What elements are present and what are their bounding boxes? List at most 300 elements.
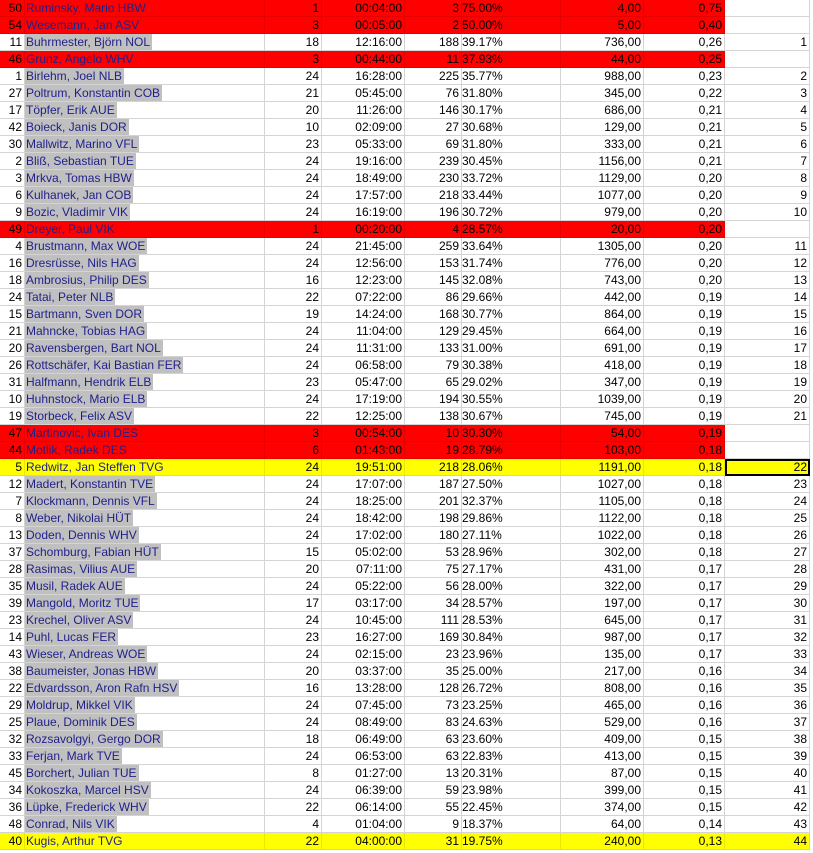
cell-ratio[interactable]: 0,13 bbox=[644, 833, 725, 850]
cell-percentage[interactable]: 30.67% bbox=[462, 408, 561, 425]
cell-games[interactable]: 24 bbox=[265, 697, 322, 714]
cell-player-number[interactable]: 1 bbox=[0, 68, 25, 85]
cell-count[interactable]: 129 bbox=[405, 323, 462, 340]
cell-player-number[interactable]: 19 bbox=[0, 408, 25, 425]
cell-percentage[interactable]: 33.64% bbox=[462, 238, 561, 255]
cell-ratio[interactable]: 0,16 bbox=[644, 697, 725, 714]
table-row[interactable] bbox=[0, 306, 813, 323]
cell-playing-time[interactable]: 11:04:00 bbox=[322, 323, 405, 340]
cell-ratio[interactable]: 0,18 bbox=[644, 459, 725, 476]
cell-ratio[interactable]: 0,19 bbox=[644, 391, 725, 408]
cell-rank[interactable]: 31 bbox=[725, 612, 810, 629]
cell-total[interactable]: 347,00 bbox=[561, 374, 644, 391]
table-row[interactable] bbox=[0, 323, 813, 340]
cell-percentage[interactable]: 23.96% bbox=[462, 646, 561, 663]
cell-count[interactable]: 169 bbox=[405, 629, 462, 646]
cell-player-number[interactable]: 26 bbox=[0, 357, 25, 374]
cell-rank[interactable]: 40 bbox=[725, 765, 810, 782]
cell-percentage[interactable]: 23.60% bbox=[462, 731, 561, 748]
cell-rank[interactable] bbox=[725, 425, 810, 442]
cell-games[interactable]: 4 bbox=[265, 816, 322, 833]
cell-count[interactable]: 146 bbox=[405, 102, 462, 119]
cell-player-name[interactable] bbox=[25, 663, 265, 680]
cell-ratio[interactable]: 0,21 bbox=[644, 153, 725, 170]
cell-player-number[interactable]: 46 bbox=[0, 51, 25, 68]
cell-total[interactable]: 979,00 bbox=[561, 204, 644, 221]
cell-total[interactable]: 87,00 bbox=[561, 765, 644, 782]
cell-percentage[interactable]: 39.17% bbox=[462, 34, 561, 51]
cell-player-name[interactable] bbox=[25, 374, 265, 391]
cell-rank[interactable]: 5 bbox=[725, 119, 810, 136]
cell-rank[interactable]: 44 bbox=[725, 833, 810, 850]
cell-total[interactable]: 1129,00 bbox=[561, 170, 644, 187]
cell-player-name[interactable] bbox=[25, 391, 265, 408]
cell-player-number[interactable]: 37 bbox=[0, 544, 25, 561]
cell-count[interactable]: 198 bbox=[405, 510, 462, 527]
cell-percentage[interactable]: 32.37% bbox=[462, 493, 561, 510]
cell-ratio[interactable]: 0,17 bbox=[644, 561, 725, 578]
cell-player-number[interactable]: 23 bbox=[0, 612, 25, 629]
cell-ratio[interactable]: 0,17 bbox=[644, 595, 725, 612]
table-row[interactable] bbox=[0, 510, 813, 527]
cell-rank[interactable]: 10 bbox=[725, 204, 810, 221]
cell-count[interactable]: 53 bbox=[405, 544, 462, 561]
cell-rank[interactable]: 2 bbox=[725, 68, 810, 85]
cell-games[interactable]: 24 bbox=[265, 714, 322, 731]
cell-games[interactable]: 24 bbox=[265, 340, 322, 357]
table-row[interactable] bbox=[0, 51, 813, 68]
cell-total[interactable]: 4,00 bbox=[561, 0, 644, 17]
cell-ratio[interactable]: 0,19 bbox=[644, 374, 725, 391]
cell-total[interactable]: 776,00 bbox=[561, 255, 644, 272]
cell-total[interactable]: 988,00 bbox=[561, 68, 644, 85]
cell-ratio[interactable]: 0,23 bbox=[644, 68, 725, 85]
cell-total[interactable]: 808,00 bbox=[561, 680, 644, 697]
cell-total[interactable]: 103,00 bbox=[561, 442, 644, 459]
cell-playing-time[interactable]: 07:11:00 bbox=[322, 561, 405, 578]
cell-games[interactable]: 19 bbox=[265, 306, 322, 323]
cell-rank[interactable]: 43 bbox=[725, 816, 810, 833]
cell-player-name[interactable] bbox=[25, 425, 265, 442]
cell-percentage[interactable]: 28.00% bbox=[462, 578, 561, 595]
cell-rank[interactable]: 22 bbox=[725, 459, 810, 476]
cell-games[interactable]: 24 bbox=[265, 782, 322, 799]
cell-playing-time[interactable]: 05:45:00 bbox=[322, 85, 405, 102]
cell-rank[interactable] bbox=[725, 0, 810, 17]
cell-playing-time[interactable]: 18:42:00 bbox=[322, 510, 405, 527]
cell-playing-time[interactable]: 10:45:00 bbox=[322, 612, 405, 629]
cell-count[interactable]: 188 bbox=[405, 34, 462, 51]
cell-player-number[interactable]: 48 bbox=[0, 816, 25, 833]
cell-playing-time[interactable]: 06:49:00 bbox=[322, 731, 405, 748]
cell-playing-time[interactable]: 01:04:00 bbox=[322, 816, 405, 833]
cell-player-number[interactable]: 6 bbox=[0, 187, 25, 204]
cell-percentage[interactable]: 27.11% bbox=[462, 527, 561, 544]
cell-player-name[interactable] bbox=[25, 612, 265, 629]
cell-player-number[interactable]: 16 bbox=[0, 255, 25, 272]
table-row[interactable] bbox=[0, 493, 813, 510]
cell-rank[interactable]: 4 bbox=[725, 102, 810, 119]
cell-total[interactable]: 691,00 bbox=[561, 340, 644, 357]
cell-total[interactable]: 135,00 bbox=[561, 646, 644, 663]
cell-rank[interactable]: 15 bbox=[725, 306, 810, 323]
cell-ratio[interactable]: 0,18 bbox=[644, 493, 725, 510]
cell-percentage[interactable]: 29.02% bbox=[462, 374, 561, 391]
cell-player-name[interactable] bbox=[25, 629, 265, 646]
cell-player-name[interactable] bbox=[25, 0, 265, 17]
cell-games[interactable]: 3 bbox=[265, 17, 322, 34]
cell-percentage[interactable]: 23.25% bbox=[462, 697, 561, 714]
cell-ratio[interactable]: 0,18 bbox=[644, 544, 725, 561]
cell-player-number[interactable]: 45 bbox=[0, 765, 25, 782]
cell-count[interactable]: 63 bbox=[405, 748, 462, 765]
cell-playing-time[interactable]: 14:24:00 bbox=[322, 306, 405, 323]
cell-player-number[interactable]: 31 bbox=[0, 374, 25, 391]
cell-percentage[interactable]: 30.17% bbox=[462, 102, 561, 119]
cell-total[interactable]: 736,00 bbox=[561, 34, 644, 51]
cell-percentage[interactable]: 30.84% bbox=[462, 629, 561, 646]
cell-ratio[interactable]: 0,16 bbox=[644, 680, 725, 697]
cell-total[interactable]: 20,00 bbox=[561, 221, 644, 238]
cell-games[interactable]: 6 bbox=[265, 442, 322, 459]
cell-ratio[interactable]: 0,15 bbox=[644, 748, 725, 765]
cell-playing-time[interactable]: 05:02:00 bbox=[322, 544, 405, 561]
cell-games[interactable]: 24 bbox=[265, 323, 322, 340]
cell-player-number[interactable]: 8 bbox=[0, 510, 25, 527]
cell-rank[interactable]: 41 bbox=[725, 782, 810, 799]
cell-rank[interactable]: 38 bbox=[725, 731, 810, 748]
cell-games[interactable]: 22 bbox=[265, 289, 322, 306]
table-row[interactable] bbox=[0, 799, 813, 816]
cell-rank[interactable]: 19 bbox=[725, 374, 810, 391]
cell-games[interactable]: 24 bbox=[265, 493, 322, 510]
cell-count[interactable]: 27 bbox=[405, 119, 462, 136]
cell-playing-time[interactable]: 07:22:00 bbox=[322, 289, 405, 306]
cell-count[interactable]: 196 bbox=[405, 204, 462, 221]
cell-rank[interactable]: 18 bbox=[725, 357, 810, 374]
cell-player-name[interactable] bbox=[25, 221, 265, 238]
cell-ratio[interactable]: 0,19 bbox=[644, 323, 725, 340]
cell-percentage[interactable]: 30.55% bbox=[462, 391, 561, 408]
cell-ratio[interactable]: 0,15 bbox=[644, 765, 725, 782]
cell-percentage[interactable]: 28.57% bbox=[462, 595, 561, 612]
table-row[interactable] bbox=[0, 0, 813, 17]
cell-ratio[interactable]: 0,19 bbox=[644, 340, 725, 357]
cell-count[interactable]: 69 bbox=[405, 136, 462, 153]
cell-ratio[interactable]: 0,20 bbox=[644, 170, 725, 187]
table-row[interactable] bbox=[0, 340, 813, 357]
cell-count[interactable]: 23 bbox=[405, 646, 462, 663]
cell-playing-time[interactable]: 06:58:00 bbox=[322, 357, 405, 374]
cell-percentage[interactable]: 27.17% bbox=[462, 561, 561, 578]
cell-ratio[interactable]: 0,19 bbox=[644, 357, 725, 374]
table-row[interactable] bbox=[0, 459, 813, 476]
cell-ratio[interactable]: 0,40 bbox=[644, 17, 725, 34]
cell-ratio[interactable]: 0,17 bbox=[644, 578, 725, 595]
cell-percentage[interactable]: 25.00% bbox=[462, 663, 561, 680]
cell-player-name[interactable] bbox=[25, 714, 265, 731]
cell-player-name[interactable] bbox=[25, 153, 265, 170]
cell-percentage[interactable]: 22.45% bbox=[462, 799, 561, 816]
cell-player-number[interactable]: 39 bbox=[0, 595, 25, 612]
table-row[interactable] bbox=[0, 136, 813, 153]
cell-games[interactable]: 18 bbox=[265, 34, 322, 51]
cell-total[interactable]: 1156,00 bbox=[561, 153, 644, 170]
cell-total[interactable]: 431,00 bbox=[561, 561, 644, 578]
cell-percentage[interactable]: 30.72% bbox=[462, 204, 561, 221]
cell-rank[interactable]: 20 bbox=[725, 391, 810, 408]
cell-player-number[interactable]: 25 bbox=[0, 714, 25, 731]
table-row[interactable] bbox=[0, 68, 813, 85]
cell-player-name[interactable] bbox=[25, 748, 265, 765]
cell-playing-time[interactable]: 08:49:00 bbox=[322, 714, 405, 731]
cell-player-name[interactable] bbox=[25, 272, 265, 289]
table-row[interactable] bbox=[0, 595, 813, 612]
cell-playing-time[interactable]: 12:16:00 bbox=[322, 34, 405, 51]
cell-ratio[interactable]: 0,19 bbox=[644, 289, 725, 306]
cell-playing-time[interactable]: 06:39:00 bbox=[322, 782, 405, 799]
cell-games[interactable]: 24 bbox=[265, 510, 322, 527]
cell-count[interactable]: 187 bbox=[405, 476, 462, 493]
cell-player-number[interactable]: 29 bbox=[0, 697, 25, 714]
cell-games[interactable]: 24 bbox=[265, 255, 322, 272]
table-row[interactable] bbox=[0, 289, 813, 306]
cell-player-name[interactable] bbox=[25, 476, 265, 493]
table-row[interactable] bbox=[0, 357, 813, 374]
cell-rank[interactable]: 14 bbox=[725, 289, 810, 306]
cell-ratio[interactable]: 0,20 bbox=[644, 187, 725, 204]
cell-total[interactable]: 413,00 bbox=[561, 748, 644, 765]
cell-games[interactable]: 15 bbox=[265, 544, 322, 561]
cell-games[interactable]: 23 bbox=[265, 629, 322, 646]
table-row[interactable] bbox=[0, 833, 813, 850]
cell-player-name[interactable] bbox=[25, 204, 265, 221]
cell-player-number[interactable]: 40 bbox=[0, 833, 25, 850]
cell-ratio[interactable]: 0,17 bbox=[644, 612, 725, 629]
cell-rank[interactable]: 27 bbox=[725, 544, 810, 561]
table-row[interactable] bbox=[0, 731, 813, 748]
cell-total[interactable]: 987,00 bbox=[561, 629, 644, 646]
cell-ratio[interactable]: 0,21 bbox=[644, 102, 725, 119]
cell-count[interactable]: 34 bbox=[405, 595, 462, 612]
cell-count[interactable]: 63 bbox=[405, 731, 462, 748]
table-row[interactable] bbox=[0, 17, 813, 34]
cell-player-number[interactable]: 47 bbox=[0, 425, 25, 442]
cell-count[interactable]: 218 bbox=[405, 459, 462, 476]
cell-playing-time[interactable]: 17:57:00 bbox=[322, 187, 405, 204]
cell-percentage[interactable]: 28.06% bbox=[462, 459, 561, 476]
cell-playing-time[interactable]: 05:33:00 bbox=[322, 136, 405, 153]
cell-ratio[interactable]: 0,25 bbox=[644, 51, 725, 68]
table-row[interactable] bbox=[0, 527, 813, 544]
cell-ratio[interactable]: 0,17 bbox=[644, 646, 725, 663]
cell-games[interactable]: 24 bbox=[265, 646, 322, 663]
cell-games[interactable]: 22 bbox=[265, 799, 322, 816]
cell-ratio[interactable]: 0,16 bbox=[644, 714, 725, 731]
cell-playing-time[interactable]: 17:07:00 bbox=[322, 476, 405, 493]
cell-rank[interactable]: 23 bbox=[725, 476, 810, 493]
cell-count[interactable]: 56 bbox=[405, 578, 462, 595]
cell-count[interactable]: 19 bbox=[405, 442, 462, 459]
cell-percentage[interactable]: 32.08% bbox=[462, 272, 561, 289]
cell-player-name[interactable] bbox=[25, 170, 265, 187]
cell-games[interactable]: 1 bbox=[265, 221, 322, 238]
cell-count[interactable]: 13 bbox=[405, 765, 462, 782]
cell-player-number[interactable]: 35 bbox=[0, 578, 25, 595]
cell-rank[interactable]: 12 bbox=[725, 255, 810, 272]
table-row[interactable] bbox=[0, 442, 813, 459]
cell-games[interactable]: 22 bbox=[265, 833, 322, 850]
table-row[interactable] bbox=[0, 85, 813, 102]
cell-count[interactable]: 73 bbox=[405, 697, 462, 714]
table-row[interactable] bbox=[0, 782, 813, 799]
cell-percentage[interactable]: 27.50% bbox=[462, 476, 561, 493]
cell-rank[interactable]: 3 bbox=[725, 85, 810, 102]
cell-ratio[interactable]: 0,14 bbox=[644, 816, 725, 833]
cell-total[interactable]: 442,00 bbox=[561, 289, 644, 306]
cell-games[interactable]: 3 bbox=[265, 51, 322, 68]
cell-player-name[interactable] bbox=[25, 187, 265, 204]
cell-percentage[interactable]: 28.96% bbox=[462, 544, 561, 561]
cell-total[interactable]: 302,00 bbox=[561, 544, 644, 561]
cell-percentage[interactable]: 31.80% bbox=[462, 85, 561, 102]
cell-total[interactable]: 645,00 bbox=[561, 612, 644, 629]
cell-player-number[interactable]: 20 bbox=[0, 340, 25, 357]
cell-player-number[interactable]: 44 bbox=[0, 442, 25, 459]
cell-player-name[interactable] bbox=[25, 731, 265, 748]
cell-player-number[interactable]: 9 bbox=[0, 204, 25, 221]
cell-ratio[interactable]: 0,20 bbox=[644, 272, 725, 289]
cell-total[interactable]: 409,00 bbox=[561, 731, 644, 748]
cell-playing-time[interactable]: 01:27:00 bbox=[322, 765, 405, 782]
cell-percentage[interactable]: 28.57% bbox=[462, 221, 561, 238]
cell-playing-time[interactable]: 05:22:00 bbox=[322, 578, 405, 595]
cell-count[interactable]: 65 bbox=[405, 374, 462, 391]
cell-percentage[interactable]: 28.53% bbox=[462, 612, 561, 629]
table-row[interactable] bbox=[0, 714, 813, 731]
cell-ratio[interactable]: 0,26 bbox=[644, 34, 725, 51]
cell-ratio[interactable]: 0,20 bbox=[644, 255, 725, 272]
cell-games[interactable]: 24 bbox=[265, 187, 322, 204]
cell-playing-time[interactable]: 12:23:00 bbox=[322, 272, 405, 289]
cell-player-name[interactable] bbox=[25, 459, 265, 476]
cell-player-number[interactable]: 3 bbox=[0, 170, 25, 187]
cell-playing-time[interactable]: 02:15:00 bbox=[322, 646, 405, 663]
cell-ratio[interactable]: 0,15 bbox=[644, 799, 725, 816]
cell-playing-time[interactable]: 03:17:00 bbox=[322, 595, 405, 612]
cell-games[interactable]: 16 bbox=[265, 680, 322, 697]
cell-playing-time[interactable]: 16:27:00 bbox=[322, 629, 405, 646]
cell-total[interactable]: 345,00 bbox=[561, 85, 644, 102]
cell-count[interactable]: 111 bbox=[405, 612, 462, 629]
cell-ratio[interactable]: 0,22 bbox=[644, 85, 725, 102]
cell-playing-time[interactable]: 17:02:00 bbox=[322, 527, 405, 544]
cell-playing-time[interactable]: 16:28:00 bbox=[322, 68, 405, 85]
cell-player-name[interactable] bbox=[25, 833, 265, 850]
cell-count[interactable]: 230 bbox=[405, 170, 462, 187]
cell-ratio[interactable]: 0,15 bbox=[644, 731, 725, 748]
cell-player-name[interactable] bbox=[25, 799, 265, 816]
cell-count[interactable]: 3 bbox=[405, 0, 462, 17]
cell-ratio[interactable]: 0,18 bbox=[644, 527, 725, 544]
cell-games[interactable]: 18 bbox=[265, 731, 322, 748]
cell-total[interactable]: 686,00 bbox=[561, 102, 644, 119]
cell-games[interactable]: 24 bbox=[265, 238, 322, 255]
cell-total[interactable]: 1122,00 bbox=[561, 510, 644, 527]
cell-rank[interactable]: 21 bbox=[725, 408, 810, 425]
cell-player-name[interactable] bbox=[25, 595, 265, 612]
cell-ratio[interactable]: 0,17 bbox=[644, 629, 725, 646]
cell-rank[interactable]: 24 bbox=[725, 493, 810, 510]
cell-count[interactable]: 225 bbox=[405, 68, 462, 85]
cell-playing-time[interactable]: 06:53:00 bbox=[322, 748, 405, 765]
cell-games[interactable]: 24 bbox=[265, 170, 322, 187]
cell-games[interactable]: 24 bbox=[265, 153, 322, 170]
cell-total[interactable]: 1077,00 bbox=[561, 187, 644, 204]
cell-games[interactable]: 10 bbox=[265, 119, 322, 136]
cell-games[interactable]: 16 bbox=[265, 272, 322, 289]
cell-playing-time[interactable]: 19:16:00 bbox=[322, 153, 405, 170]
cell-games[interactable]: 8 bbox=[265, 765, 322, 782]
cell-playing-time[interactable]: 00:20:00 bbox=[322, 221, 405, 238]
cell-games[interactable]: 24 bbox=[265, 527, 322, 544]
cell-player-name[interactable] bbox=[25, 357, 265, 374]
cell-player-name[interactable] bbox=[25, 17, 265, 34]
cell-rank[interactable]: 34 bbox=[725, 663, 810, 680]
cell-percentage[interactable]: 28.79% bbox=[462, 442, 561, 459]
cell-count[interactable]: 55 bbox=[405, 799, 462, 816]
cell-ratio[interactable]: 0,20 bbox=[644, 204, 725, 221]
table-row[interactable] bbox=[0, 119, 813, 136]
cell-percentage[interactable]: 20.31% bbox=[462, 765, 561, 782]
cell-games[interactable]: 23 bbox=[265, 136, 322, 153]
cell-player-number[interactable]: 42 bbox=[0, 119, 25, 136]
cell-player-name[interactable] bbox=[25, 510, 265, 527]
cell-games[interactable]: 24 bbox=[265, 476, 322, 493]
cell-rank[interactable]: 11 bbox=[725, 238, 810, 255]
cell-player-name[interactable] bbox=[25, 561, 265, 578]
cell-percentage[interactable]: 33.44% bbox=[462, 187, 561, 204]
cell-games[interactable]: 17 bbox=[265, 595, 322, 612]
cell-games[interactable]: 24 bbox=[265, 612, 322, 629]
cell-playing-time[interactable]: 02:09:00 bbox=[322, 119, 405, 136]
cell-count[interactable]: 153 bbox=[405, 255, 462, 272]
cell-rank[interactable]: 36 bbox=[725, 697, 810, 714]
cell-total[interactable]: 374,00 bbox=[561, 799, 644, 816]
cell-player-name[interactable] bbox=[25, 493, 265, 510]
cell-games[interactable]: 20 bbox=[265, 663, 322, 680]
table-row[interactable] bbox=[0, 697, 813, 714]
cell-rank[interactable]: 17 bbox=[725, 340, 810, 357]
cell-playing-time[interactable]: 13:28:00 bbox=[322, 680, 405, 697]
cell-count[interactable]: 218 bbox=[405, 187, 462, 204]
cell-games[interactable]: 24 bbox=[265, 68, 322, 85]
cell-player-number[interactable]: 2 bbox=[0, 153, 25, 170]
table-row[interactable] bbox=[0, 391, 813, 408]
cell-total[interactable]: 399,00 bbox=[561, 782, 644, 799]
cell-total[interactable]: 1027,00 bbox=[561, 476, 644, 493]
cell-rank[interactable] bbox=[725, 51, 810, 68]
cell-player-number[interactable]: 13 bbox=[0, 527, 25, 544]
cell-player-name[interactable] bbox=[25, 34, 265, 51]
cell-count[interactable]: 180 bbox=[405, 527, 462, 544]
table-row[interactable] bbox=[0, 544, 813, 561]
table-row[interactable] bbox=[0, 408, 813, 425]
cell-count[interactable]: 59 bbox=[405, 782, 462, 799]
cell-rank[interactable]: 33 bbox=[725, 646, 810, 663]
cell-total[interactable]: 1191,00 bbox=[561, 459, 644, 476]
cell-count[interactable]: 86 bbox=[405, 289, 462, 306]
